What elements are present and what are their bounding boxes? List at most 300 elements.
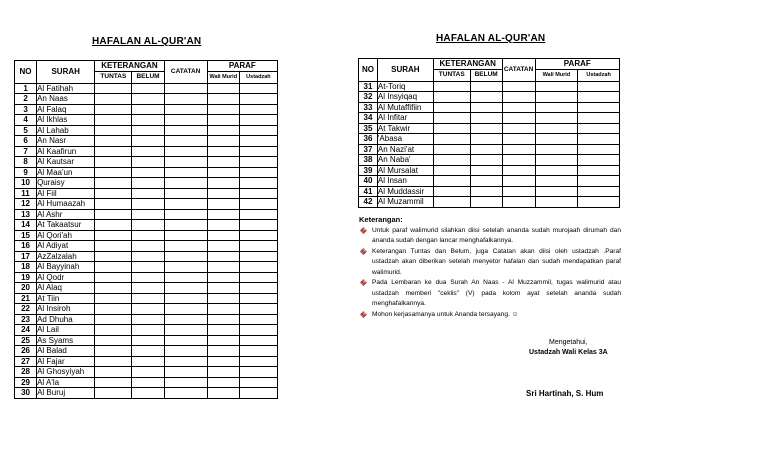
tuntas-cell[interactable]	[433, 197, 470, 208]
paraf-wali-cell[interactable]	[207, 115, 239, 126]
paraf-wali-cell[interactable]	[207, 178, 239, 189]
paraf-wali-cell[interactable]	[207, 125, 239, 136]
paraf-wali-cell[interactable]	[207, 199, 239, 210]
table-row	[359, 176, 620, 187]
row-number: 28	[15, 367, 37, 378]
paraf-ustadzah-cell[interactable]	[578, 165, 620, 176]
row-surah-name: Al Fatihah	[37, 83, 95, 94]
paraf-wali-cell[interactable]	[207, 220, 239, 231]
row-number: 32	[359, 92, 378, 103]
table-row	[15, 367, 278, 378]
row-surah-name: Al Mursalat	[377, 165, 433, 176]
row-surah-name: 'Abasa	[377, 134, 433, 145]
belum-cell[interactable]	[470, 134, 502, 145]
paraf-wali-cell[interactable]	[207, 104, 239, 115]
catatan-cell[interactable]	[502, 155, 535, 166]
catatan-cell[interactable]	[502, 186, 535, 197]
row-surah-name: At Takwir	[377, 123, 433, 134]
catatan-cell[interactable]	[164, 314, 207, 325]
catatan-cell[interactable]	[164, 272, 207, 283]
catatan-cell[interactable]	[164, 367, 207, 378]
paraf-wali-cell[interactable]	[207, 262, 239, 273]
tuntas-cell[interactable]	[433, 144, 470, 155]
row-surah-name: At Takaatsur	[37, 220, 95, 231]
row-number: 15	[15, 230, 37, 241]
paraf-ustadzah-cell[interactable]	[239, 178, 277, 189]
paraf-ustadzah-cell[interactable]	[239, 220, 277, 231]
catatan-cell[interactable]	[164, 188, 207, 199]
tuntas-cell[interactable]	[433, 113, 470, 124]
tuntas-cell[interactable]	[95, 272, 132, 283]
paraf-ustadzah-cell[interactable]	[239, 94, 277, 105]
paraf-wali-cell[interactable]	[535, 81, 578, 92]
belum-cell[interactable]	[132, 335, 164, 346]
row-surah-name: As Syams	[37, 335, 95, 346]
belum-cell[interactable]	[132, 115, 164, 126]
header-catatan: CATATAN	[164, 61, 207, 84]
table-row	[15, 220, 278, 231]
paraf-ustadzah-cell[interactable]	[239, 367, 277, 378]
catatan-cell[interactable]	[502, 134, 535, 145]
paraf-ustadzah-cell[interactable]	[239, 125, 277, 136]
catatan-cell[interactable]	[164, 293, 207, 304]
header-belum: BELUM	[470, 69, 502, 81]
belum-cell[interactable]	[132, 209, 164, 220]
catatan-cell[interactable]	[502, 144, 535, 155]
belum-cell[interactable]	[470, 81, 502, 92]
belum-cell[interactable]	[132, 146, 164, 157]
catatan-cell[interactable]	[164, 157, 207, 168]
catatan-cell[interactable]	[502, 123, 535, 134]
catatan-cell[interactable]	[164, 262, 207, 273]
table-row	[15, 293, 278, 304]
tuntas-cell[interactable]	[433, 92, 470, 103]
tuntas-cell[interactable]	[95, 335, 132, 346]
catatan-cell[interactable]	[164, 388, 207, 399]
paraf-wali-cell[interactable]	[535, 134, 578, 145]
paraf-ustadzah-cell[interactable]	[578, 155, 620, 166]
notes-heading: Keterangan:	[359, 215, 403, 224]
catatan-cell[interactable]	[502, 113, 535, 124]
tuntas-cell[interactable]	[95, 262, 132, 273]
belum-cell[interactable]	[132, 314, 164, 325]
belum-cell[interactable]	[132, 241, 164, 252]
paraf-ustadzah-cell[interactable]	[239, 262, 277, 273]
table-row	[15, 325, 278, 336]
paraf-ustadzah-cell[interactable]	[578, 113, 620, 124]
paraf-ustadzah-cell[interactable]	[578, 197, 620, 208]
left-page-title: HAFALAN AL-QUR'AN	[92, 36, 202, 47]
table-row	[15, 346, 278, 357]
belum-cell[interactable]	[132, 104, 164, 115]
paraf-ustadzah-cell[interactable]	[239, 209, 277, 220]
tuntas-cell[interactable]	[95, 304, 132, 315]
belum-cell[interactable]	[132, 367, 164, 378]
belum-cell[interactable]	[132, 304, 164, 315]
paraf-ustadzah-cell[interactable]	[578, 92, 620, 103]
paraf-ustadzah-cell[interactable]	[239, 325, 277, 336]
paraf-ustadzah-cell[interactable]	[239, 356, 277, 367]
paraf-ustadzah-cell[interactable]	[239, 293, 277, 304]
belum-cell[interactable]	[470, 113, 502, 124]
row-number: 35	[359, 123, 378, 134]
paraf-wali-cell[interactable]	[207, 136, 239, 147]
header-tuntas: TUNTAS	[95, 71, 132, 83]
row-surah-name: Al Falaq	[37, 104, 95, 115]
table-row	[359, 165, 620, 176]
tuntas-cell[interactable]	[433, 176, 470, 187]
table-row	[15, 199, 278, 210]
table-row	[359, 102, 620, 113]
paraf-ustadzah-cell[interactable]	[239, 335, 277, 346]
belum-cell[interactable]	[132, 125, 164, 136]
bullet-icon	[360, 279, 367, 286]
catatan-cell[interactable]	[502, 102, 535, 113]
catatan-cell[interactable]	[164, 83, 207, 94]
paraf-ustadzah-cell[interactable]	[239, 136, 277, 147]
paraf-wali-cell[interactable]	[535, 144, 578, 155]
catatan-cell[interactable]	[164, 94, 207, 105]
paraf-ustadzah-cell[interactable]	[239, 241, 277, 252]
header-no: NO	[359, 59, 378, 82]
row-surah-name: An Nazi'at	[377, 144, 433, 155]
tuntas-cell[interactable]	[95, 94, 132, 105]
belum-cell[interactable]	[470, 92, 502, 103]
paraf-ustadzah-cell[interactable]	[239, 304, 277, 315]
paraf-wali-cell[interactable]	[207, 388, 239, 399]
paraf-ustadzah-cell[interactable]	[239, 272, 277, 283]
table-row	[359, 144, 620, 155]
row-number: 33	[359, 102, 378, 113]
belum-cell[interactable]	[132, 377, 164, 388]
paraf-ustadzah-cell[interactable]	[239, 115, 277, 126]
catatan-cell[interactable]	[164, 251, 207, 262]
paraf-wali-cell[interactable]	[207, 146, 239, 157]
row-number: 26	[15, 346, 37, 357]
note-text: Keterangan Tuntas dan Belum, juga Catatan akan diisi oleh ustadzah .Paraf ustadzah akan diberikan setelah menyetor hafalan dan sudah mendapatkan paraf walimurid.	[372, 247, 621, 276]
catatan-cell[interactable]	[164, 325, 207, 336]
tuntas-cell[interactable]	[433, 165, 470, 176]
belum-cell[interactable]	[132, 388, 164, 399]
row-surah-name: Al Fiil	[37, 188, 95, 199]
tuntas-cell[interactable]	[95, 115, 132, 126]
tuntas-cell[interactable]	[95, 199, 132, 210]
catatan-cell[interactable]	[164, 104, 207, 115]
paraf-wali-cell[interactable]	[535, 186, 578, 197]
row-number: 19	[15, 272, 37, 283]
paraf-wali-cell[interactable]	[207, 83, 239, 94]
tuntas-cell[interactable]	[433, 102, 470, 113]
catatan-cell[interactable]	[164, 146, 207, 157]
belum-cell[interactable]	[132, 167, 164, 178]
table-row	[359, 134, 620, 145]
row-surah-name: Al Ikhlas	[37, 115, 95, 126]
row-number: 2	[15, 94, 37, 105]
tuntas-cell[interactable]	[95, 356, 132, 367]
table-row	[359, 155, 620, 166]
paraf-wali-cell[interactable]	[207, 304, 239, 315]
tuntas-cell[interactable]	[433, 155, 470, 166]
notes-list	[359, 226, 621, 321]
paraf-ustadzah-cell[interactable]	[239, 83, 277, 94]
tuntas-cell[interactable]	[95, 146, 132, 157]
paraf-wali-cell[interactable]	[207, 94, 239, 105]
paraf-ustadzah-cell[interactable]	[578, 81, 620, 92]
tuntas-cell[interactable]	[95, 104, 132, 115]
paraf-wali-cell[interactable]	[207, 230, 239, 241]
row-number: 6	[15, 136, 37, 147]
row-surah-name: Al Infitar	[377, 113, 433, 124]
tuntas-cell[interactable]	[95, 251, 132, 262]
tuntas-cell[interactable]	[95, 136, 132, 147]
paraf-ustadzah-cell[interactable]	[578, 176, 620, 187]
row-surah-name: An Naba'	[377, 155, 433, 166]
table-row	[15, 272, 278, 283]
paraf-ustadzah-cell[interactable]	[239, 157, 277, 168]
row-number: 22	[15, 304, 37, 315]
row-number: 34	[359, 113, 378, 124]
note-item	[359, 310, 621, 321]
tuntas-cell[interactable]	[95, 346, 132, 357]
header-paraf: PARAF	[535, 59, 619, 70]
paraf-wali-cell[interactable]	[207, 157, 239, 168]
tuntas-cell[interactable]	[95, 325, 132, 336]
table-row	[15, 230, 278, 241]
belum-cell[interactable]	[470, 197, 502, 208]
notes-section	[359, 215, 621, 320]
catatan-cell[interactable]	[164, 230, 207, 241]
catatan-cell[interactable]	[164, 356, 207, 367]
catatan-cell[interactable]	[502, 92, 535, 103]
row-surah-name: Al Lail	[37, 325, 95, 336]
belum-cell[interactable]	[132, 283, 164, 294]
paraf-wali-cell[interactable]	[207, 241, 239, 252]
row-surah-name: Al Balad	[37, 346, 95, 357]
row-surah-name: Al Ashr	[37, 209, 95, 220]
belum-cell[interactable]	[132, 325, 164, 336]
row-number: 25	[15, 335, 37, 346]
catatan-cell[interactable]	[164, 241, 207, 252]
belum-cell[interactable]	[132, 220, 164, 231]
paraf-ustadzah-cell[interactable]	[239, 346, 277, 357]
catatan-cell[interactable]	[164, 283, 207, 294]
tuntas-cell[interactable]	[95, 209, 132, 220]
catatan-cell[interactable]	[502, 176, 535, 187]
belum-cell[interactable]	[132, 346, 164, 357]
tuntas-cell[interactable]	[95, 178, 132, 189]
row-surah-name: Quraisy	[37, 178, 95, 189]
tuntas-cell[interactable]	[95, 188, 132, 199]
belum-cell[interactable]	[470, 155, 502, 166]
catatan-cell[interactable]	[502, 165, 535, 176]
paraf-wali-cell[interactable]	[207, 293, 239, 304]
tuntas-cell[interactable]	[95, 388, 132, 399]
row-surah-name: Al Insyiqaq	[377, 92, 433, 103]
belum-cell[interactable]	[132, 83, 164, 94]
paraf-ustadzah-cell[interactable]	[578, 102, 620, 113]
header-tuntas: TUNTAS	[433, 69, 470, 81]
tuntas-cell[interactable]	[95, 283, 132, 294]
paraf-wali-cell[interactable]	[535, 102, 578, 113]
catatan-cell[interactable]	[164, 220, 207, 231]
row-surah-name: AzZalzalah	[37, 251, 95, 262]
belum-cell[interactable]	[132, 94, 164, 105]
tuntas-cell[interactable]	[433, 123, 470, 134]
paraf-wali-cell[interactable]	[207, 251, 239, 262]
paraf-wali-cell[interactable]	[207, 356, 239, 367]
paraf-wali-cell[interactable]	[535, 176, 578, 187]
paraf-ustadzah-cell[interactable]	[239, 283, 277, 294]
row-surah-name: Al Ghosyiyah	[37, 367, 95, 378]
paraf-ustadzah-cell[interactable]	[239, 388, 277, 399]
table-row	[15, 125, 278, 136]
catatan-cell[interactable]	[164, 178, 207, 189]
paraf-ustadzah-cell[interactable]	[239, 146, 277, 157]
row-surah-name: An Naas	[37, 94, 95, 105]
row-surah-name: Al A'la	[37, 377, 95, 388]
belum-cell[interactable]	[132, 136, 164, 147]
table-row	[15, 314, 278, 325]
belum-cell[interactable]	[470, 165, 502, 176]
table-row	[15, 178, 278, 189]
bullet-icon	[360, 311, 367, 318]
paraf-wali-cell[interactable]	[535, 92, 578, 103]
catatan-cell[interactable]	[164, 377, 207, 388]
paraf-wali-cell[interactable]	[207, 325, 239, 336]
paraf-ustadzah-cell[interactable]	[578, 144, 620, 155]
catatan-cell[interactable]	[164, 335, 207, 346]
tuntas-cell[interactable]	[433, 186, 470, 197]
tuntas-cell[interactable]	[95, 125, 132, 136]
paraf-ustadzah-cell[interactable]	[239, 377, 277, 388]
signature-mengetahui: Mengetahui,	[549, 339, 588, 346]
row-surah-name: Al Qori'ah	[37, 230, 95, 241]
tuntas-cell[interactable]	[433, 81, 470, 92]
table-row	[15, 209, 278, 220]
paraf-wali-cell[interactable]	[207, 377, 239, 388]
paraf-wali-cell[interactable]	[207, 283, 239, 294]
paraf-wali-cell[interactable]	[207, 209, 239, 220]
catatan-cell[interactable]	[164, 125, 207, 136]
tuntas-cell[interactable]	[95, 83, 132, 94]
table-row	[15, 136, 278, 147]
belum-cell[interactable]	[470, 186, 502, 197]
row-number: 8	[15, 157, 37, 168]
row-number: 5	[15, 125, 37, 136]
row-number: 36	[359, 134, 378, 145]
row-number: 24	[15, 325, 37, 336]
tuntas-cell[interactable]	[95, 293, 132, 304]
tuntas-cell[interactable]	[95, 220, 132, 231]
paraf-wali-cell[interactable]	[535, 197, 578, 208]
catatan-cell[interactable]	[164, 115, 207, 126]
paraf-wali-cell[interactable]	[535, 123, 578, 134]
paraf-wali-cell[interactable]	[535, 155, 578, 166]
tuntas-cell[interactable]	[95, 167, 132, 178]
paraf-ustadzah-cell[interactable]	[239, 188, 277, 199]
tuntas-cell[interactable]	[95, 314, 132, 325]
catatan-cell[interactable]	[164, 136, 207, 147]
tuntas-cell[interactable]	[95, 377, 132, 388]
paraf-wali-cell[interactable]	[207, 272, 239, 283]
paraf-wali-cell[interactable]	[207, 346, 239, 357]
paraf-ustadzah-cell[interactable]	[578, 134, 620, 145]
paraf-ustadzah-cell[interactable]	[239, 104, 277, 115]
catatan-cell[interactable]	[164, 346, 207, 357]
catatan-cell[interactable]	[164, 199, 207, 210]
belum-cell[interactable]	[132, 157, 164, 168]
row-surah-name: Al Kaafirun	[37, 146, 95, 157]
belum-cell[interactable]	[132, 199, 164, 210]
table-row	[359, 92, 620, 103]
row-surah-name: Al Fajar	[37, 356, 95, 367]
paraf-wali-cell[interactable]	[207, 314, 239, 325]
paraf-wali-cell[interactable]	[207, 335, 239, 346]
catatan-cell[interactable]	[164, 209, 207, 220]
belum-cell[interactable]	[132, 230, 164, 241]
paraf-ustadzah-cell[interactable]	[239, 167, 277, 178]
row-number: 27	[15, 356, 37, 367]
belum-cell[interactable]	[132, 188, 164, 199]
tuntas-cell[interactable]	[95, 241, 132, 252]
tuntas-cell[interactable]	[95, 157, 132, 168]
row-number: 10	[15, 178, 37, 189]
paraf-wali-cell[interactable]	[207, 367, 239, 378]
row-number: 7	[15, 146, 37, 157]
row-surah-name: Al Lahab	[37, 125, 95, 136]
belum-cell[interactable]	[470, 123, 502, 134]
paraf-wali-cell[interactable]	[535, 165, 578, 176]
header-ustadzah: Ustadzah	[578, 69, 620, 81]
row-surah-name: Al Kautsar	[37, 157, 95, 168]
table-row	[15, 262, 278, 273]
paraf-wali-cell[interactable]	[207, 167, 239, 178]
tuntas-cell[interactable]	[95, 230, 132, 241]
header-catatan: CATATAN	[502, 59, 535, 82]
belum-cell[interactable]	[132, 262, 164, 273]
tuntas-cell[interactable]	[95, 367, 132, 378]
row-surah-name: Al Muzammil	[377, 197, 433, 208]
row-number: 31	[359, 81, 378, 92]
belum-cell[interactable]	[470, 102, 502, 113]
paraf-ustadzah-cell[interactable]	[239, 314, 277, 325]
catatan-cell[interactable]	[502, 197, 535, 208]
bullet-icon	[360, 227, 367, 234]
paraf-ustadzah-cell[interactable]	[578, 123, 620, 134]
table-row	[359, 197, 620, 208]
belum-cell[interactable]	[132, 293, 164, 304]
table-row	[15, 188, 278, 199]
belum-cell[interactable]	[470, 176, 502, 187]
belum-cell[interactable]	[470, 144, 502, 155]
row-number: 20	[15, 283, 37, 294]
paraf-ustadzah-cell[interactable]	[578, 186, 620, 197]
belum-cell[interactable]	[132, 356, 164, 367]
paraf-wali-cell[interactable]	[535, 113, 578, 124]
paraf-ustadzah-cell[interactable]	[239, 230, 277, 241]
belum-cell[interactable]	[132, 178, 164, 189]
paraf-ustadzah-cell[interactable]	[239, 251, 277, 262]
catatan-cell[interactable]	[164, 167, 207, 178]
catatan-cell[interactable]	[502, 81, 535, 92]
paraf-wali-cell[interactable]	[207, 188, 239, 199]
belum-cell[interactable]	[132, 251, 164, 262]
paraf-ustadzah-cell[interactable]	[239, 199, 277, 210]
row-number: 23	[15, 314, 37, 325]
catatan-cell[interactable]	[164, 304, 207, 315]
belum-cell[interactable]	[132, 272, 164, 283]
tuntas-cell[interactable]	[433, 134, 470, 145]
